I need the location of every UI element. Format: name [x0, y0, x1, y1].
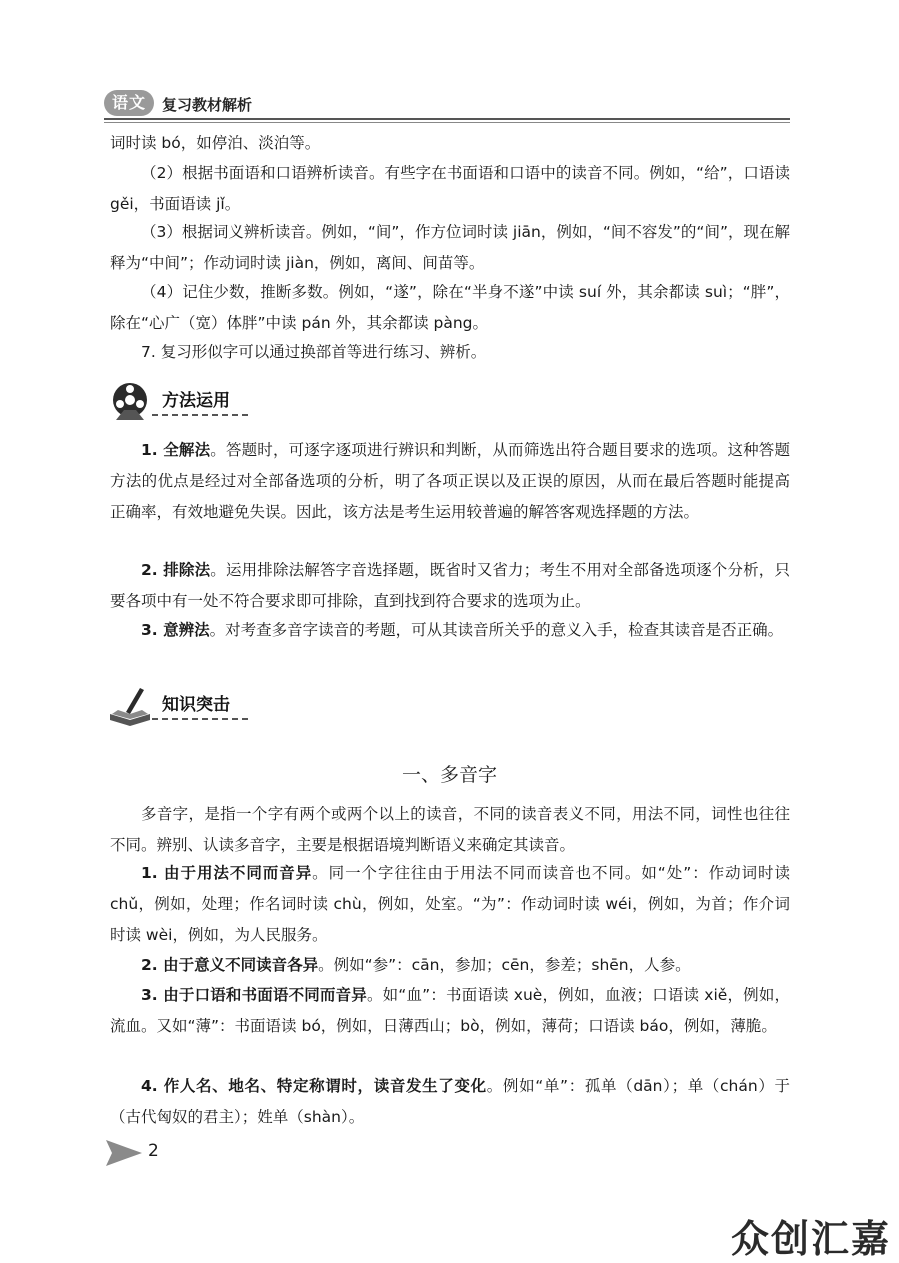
knowledge-intro: 多音字，是指一个字有两个或两个以上的读音，不同的读音表义不同，用法不同，词性也往往不同。辨别、认读多音字，主要是根据语境判断语义来确定其读音。: [110, 805, 790, 854]
knowledge-item-2: [110, 950, 790, 981]
page-number: 2: [148, 1141, 159, 1161]
knowledge-item-3: [110, 980, 790, 1042]
method-item-3-text: 。对考查多音字读音的考题，可从其读音所关乎的意义入手，检查其读音是否正确。: [209, 621, 784, 639]
section-divider: [152, 414, 248, 416]
knowledge-item-3-text: 。如“血”：书面语读 xuè，例如，血液；口语读 xiě，例如，流血。又如“薄”：书面语读 bó，例如，日薄西山；bò，例如，薄荷；口语读 báo，例如，薄脆。: [110, 986, 790, 1035]
knowledge-item-4: [110, 1071, 790, 1133]
page-header: [104, 88, 790, 122]
method-item-3-label: 3. 意辨法: [141, 621, 210, 639]
page-arrow-icon: [106, 1140, 142, 1166]
knowledge-item-1-text: 。同一个字往往由于用法不同而读音也不同。如“处”：作动词时读 chǔ，例如，处理；作名词时读 chù，例如，处室。“为”：作动词时读 wéi，例如，为首；作介词时读 wèi，例如，为人民服务。: [110, 864, 790, 944]
knowledge-item-4-text: 。例如“单”：孤单（dān）；单（chán）于（古代匈奴的君主）；姓单（shàn）。: [110, 1077, 790, 1126]
method-item-1-label: 1. 全解法: [141, 441, 211, 459]
intro-paragraph-1: 词时读 bó，如停泊、淡泊等。: [110, 134, 321, 152]
method-item-1: [110, 435, 790, 528]
method-item-1-text: 。答题时，可逐字逐项进行辨识和判断，从而筛选出符合题目要求的选项。这种答题方法的优点是经过对全部备选项的分析，明了各项正误以及正误的原因，从而在最后答题时能提高正确率，有效地避免失误。因此，该方法是考生运用较普遍的解答客观选择题的方法。: [110, 441, 790, 521]
watermark: 众创汇嘉: [730, 1217, 891, 1261]
book-pen-icon: [106, 684, 154, 728]
subject-badge: 语文: [104, 90, 154, 116]
knowledge-item-2-text: 。例如“参”：cān，参加；cēn，参差；shēn，人参。: [318, 956, 691, 974]
subsection-title: 一、多音字: [401, 764, 497, 786]
intro-paragraph-4: （4）记住少数，推断多数。例如，“遂”，除在“半身不遂”中读 suí 外，其余都读 suì；“胖”，除在“心广（宽）体胖”中读 pán 外，其余都读 pàng。: [110, 283, 790, 332]
header-rule: [104, 118, 790, 120]
knowledge-section-title: 知识突击: [162, 695, 230, 715]
intro-paragraph-3: （3）根据词义辨析读音。例如，“间”，作方位词时读 jiān，例如，“间不容发”的“间”，现在解释为“中间”；作动词时读 jiàn，例如，离间、间苗等。: [110, 223, 790, 272]
intro-paragraph-5: 7. 复习形似字可以通过换部首等进行练习、辨析。: [141, 343, 487, 361]
method-section-header: [106, 380, 306, 428]
method-item-2-label: 2. 排除法: [141, 561, 211, 579]
knowledge-item-2-label: 2. 由于意义不同读音各异: [141, 956, 319, 974]
knowledge-item-1: [110, 858, 790, 951]
method-item-2: [110, 555, 790, 617]
intro-paragraph-2: （2）根据书面语和口语辨析读音。有些字在书面语和口语中的读音不同。例如，“给”，口语读 gěi，书面语读 jǐ。: [110, 164, 790, 213]
knowledge-item-3-label: 3. 由于口语和书面语不同而音异: [141, 986, 367, 1004]
section-divider: [152, 718, 248, 720]
knowledge-section-header: [106, 684, 306, 732]
knowledge-item-4-label: 4. 作人名、地名、特定称谓时，读音发生了变化: [141, 1077, 487, 1095]
film-reel-icon: [106, 380, 154, 424]
header-rule-thin: [104, 122, 790, 123]
header-title: 复习教材解析: [162, 96, 253, 114]
method-section-title: 方法运用: [162, 391, 230, 411]
knowledge-item-1-label: 1. 由于用法不同而音异: [141, 864, 313, 882]
method-item-2-text: 。运用排除法解答字音选择题，既省时又省力；考生不用对全部备选项逐个分析，只要各项中有一处不符合要求即可排除，直到找到符合要求的选项为止。: [110, 561, 790, 610]
method-item-3: [110, 615, 790, 646]
